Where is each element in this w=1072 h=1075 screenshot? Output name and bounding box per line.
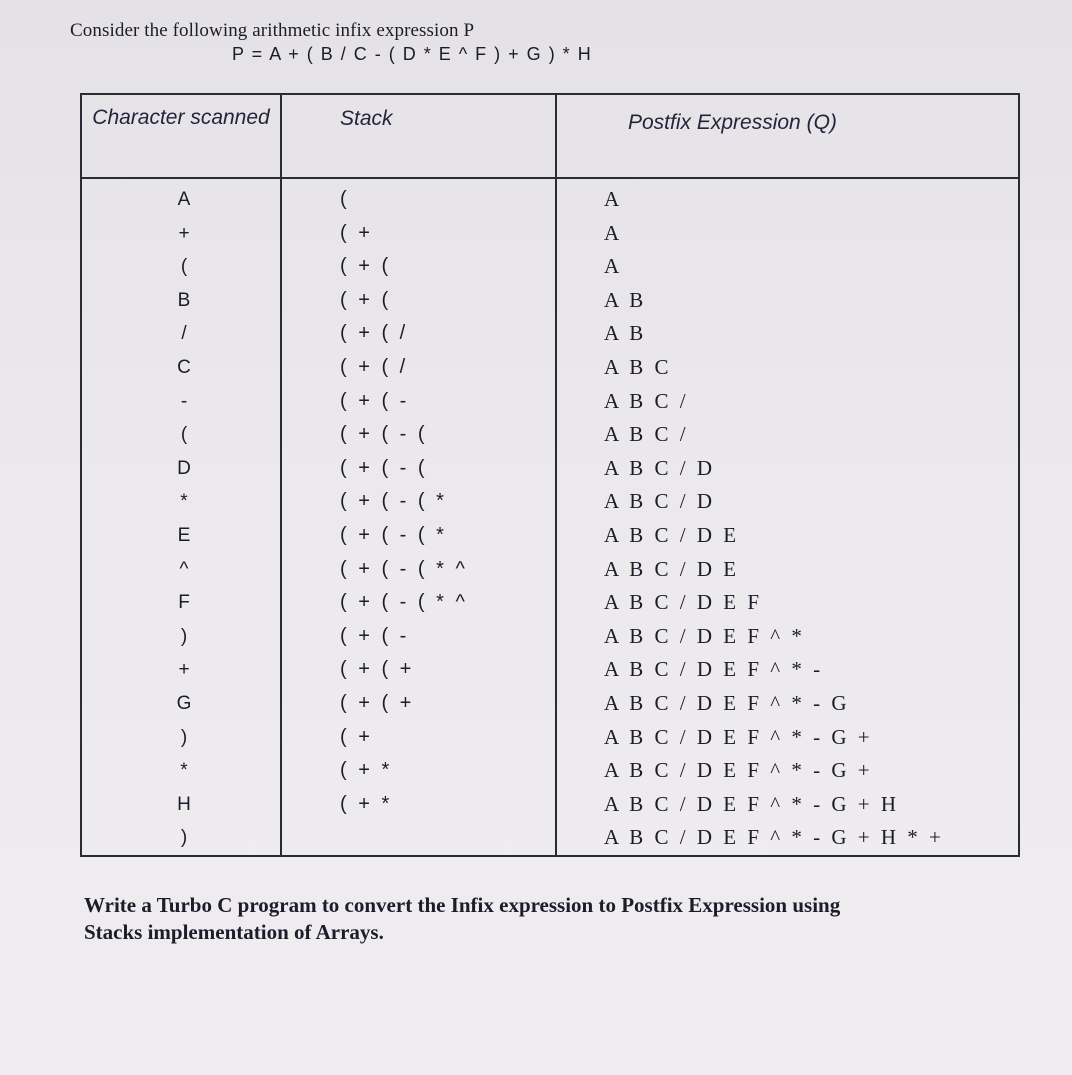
character-cell: B bbox=[177, 289, 191, 311]
character-cell: + bbox=[178, 222, 190, 244]
stack-cell: ( + ( - bbox=[340, 624, 410, 647]
stack-cell: ( + ( / bbox=[340, 355, 409, 378]
postfix-cell: A bbox=[604, 187, 623, 211]
postfix-cell: A B C / bbox=[604, 422, 689, 447]
character-cell: H bbox=[177, 793, 191, 815]
stack-cell: ( + ( + bbox=[340, 658, 415, 681]
character-cell: ) bbox=[180, 726, 188, 748]
table-row bbox=[82, 217, 1018, 251]
infix-expression: P = A + ( B / C - ( D * E ^ F ) + G ) * H bbox=[232, 44, 593, 64]
character-cell: ( bbox=[180, 256, 188, 278]
stack-cell: ( bbox=[340, 188, 350, 210]
table-row bbox=[82, 317, 1018, 351]
stack-cell: ( + bbox=[340, 725, 373, 748]
stack-cell: ( + * bbox=[340, 792, 393, 815]
table-row bbox=[82, 754, 1018, 788]
table-row bbox=[82, 183, 1018, 217]
table-row bbox=[82, 452, 1018, 486]
table-row bbox=[82, 485, 1018, 519]
character-cell: G bbox=[176, 692, 192, 714]
postfix-cell: A B C / D E F ^ * - G + H bbox=[604, 791, 900, 816]
postfix-cell: A B C / D E bbox=[604, 522, 740, 547]
stack-cell: ( + ( - ( * ^ bbox=[340, 557, 468, 580]
table-row bbox=[82, 586, 1018, 620]
header-postfix-expression: Postfix Expression (Q) bbox=[628, 111, 837, 134]
character-cell: ( bbox=[180, 424, 188, 446]
header-character-scanned: Character scanned bbox=[92, 106, 270, 129]
postfix-cell: A B C / bbox=[604, 388, 689, 413]
table-row bbox=[82, 721, 1018, 755]
postfix-cell: A B bbox=[604, 287, 647, 312]
stack-cell: ( + ( - ( bbox=[340, 423, 428, 446]
postfix-cell: A B C / D E F ^ * - G + H * + bbox=[604, 825, 944, 850]
stack-cell: ( + ( - ( * bbox=[340, 523, 447, 546]
stack-cell: ( + * bbox=[340, 759, 393, 782]
table-row bbox=[82, 418, 1018, 452]
header-divider bbox=[82, 177, 1018, 179]
table-row bbox=[82, 821, 1018, 855]
postfix-cell: A B C / D E F ^ * - G + bbox=[604, 758, 873, 783]
postfix-cell: A B C / D E F bbox=[604, 590, 763, 615]
table-row bbox=[82, 687, 1018, 721]
character-cell: E bbox=[177, 524, 191, 546]
character-cell: F bbox=[178, 592, 190, 614]
stack-cell: ( + bbox=[340, 221, 373, 244]
character-cell: ) bbox=[180, 625, 188, 647]
postfix-cell: A bbox=[604, 254, 623, 279]
stack-cell: ( + ( - ( * bbox=[340, 490, 447, 513]
stack-cell: ( + ( bbox=[340, 255, 392, 278]
postfix-cell: A B C / D bbox=[604, 455, 716, 480]
character-cell: - bbox=[180, 390, 188, 412]
stack-cell: ( + ( + bbox=[340, 691, 415, 714]
postfix-cell: A B C bbox=[604, 354, 672, 379]
character-cell: C bbox=[177, 356, 191, 378]
table-row bbox=[82, 553, 1018, 587]
character-cell: ^ bbox=[179, 558, 189, 580]
character-cell: ) bbox=[180, 827, 188, 849]
conversion-table bbox=[80, 93, 1020, 857]
postfix-cell: A B C / D E F ^ * - bbox=[604, 657, 824, 682]
table-row bbox=[82, 284, 1018, 318]
character-cell: / bbox=[181, 323, 187, 345]
table-row bbox=[82, 620, 1018, 654]
character-cell: A bbox=[177, 189, 191, 210]
stack-cell: ( + ( - ( * ^ bbox=[340, 591, 468, 614]
table-row bbox=[82, 351, 1018, 385]
header-stack: Stack bbox=[340, 107, 393, 130]
character-cell: * bbox=[180, 491, 188, 513]
postfix-cell: A B C / D E F ^ * - G bbox=[604, 690, 850, 715]
table-row bbox=[82, 250, 1018, 284]
stack-cell: ( + ( - bbox=[340, 389, 410, 412]
postfix-cell: A bbox=[604, 220, 623, 245]
table-row bbox=[82, 788, 1018, 822]
table-body bbox=[82, 183, 1018, 855]
problem-intro: Consider the following arithmetic infix expression P bbox=[70, 20, 475, 41]
postfix-cell: A B bbox=[604, 321, 647, 346]
character-cell: * bbox=[180, 760, 188, 782]
postfix-cell: A B C / D E F ^ * bbox=[604, 623, 805, 648]
table-row bbox=[82, 385, 1018, 419]
table-row bbox=[82, 653, 1018, 687]
instruction-line-1: Write a Turbo C program to convert the Infix expression to Postfix Expression using bbox=[84, 893, 841, 917]
postfix-cell: A B C / D E F ^ * - G + bbox=[604, 724, 873, 749]
instruction-line-2: Stacks implementation of Arrays. bbox=[84, 920, 384, 944]
character-cell: D bbox=[177, 457, 191, 479]
postfix-cell: A B C / D E bbox=[604, 556, 740, 581]
assignment-instruction bbox=[84, 892, 840, 946]
character-cell: + bbox=[178, 659, 190, 681]
stack-cell: ( + ( bbox=[340, 288, 392, 311]
stack-cell: ( + ( / bbox=[340, 322, 409, 345]
table-row bbox=[82, 519, 1018, 553]
postfix-cell: A B C / D bbox=[604, 489, 716, 514]
stack-cell: ( + ( - ( bbox=[340, 456, 428, 479]
